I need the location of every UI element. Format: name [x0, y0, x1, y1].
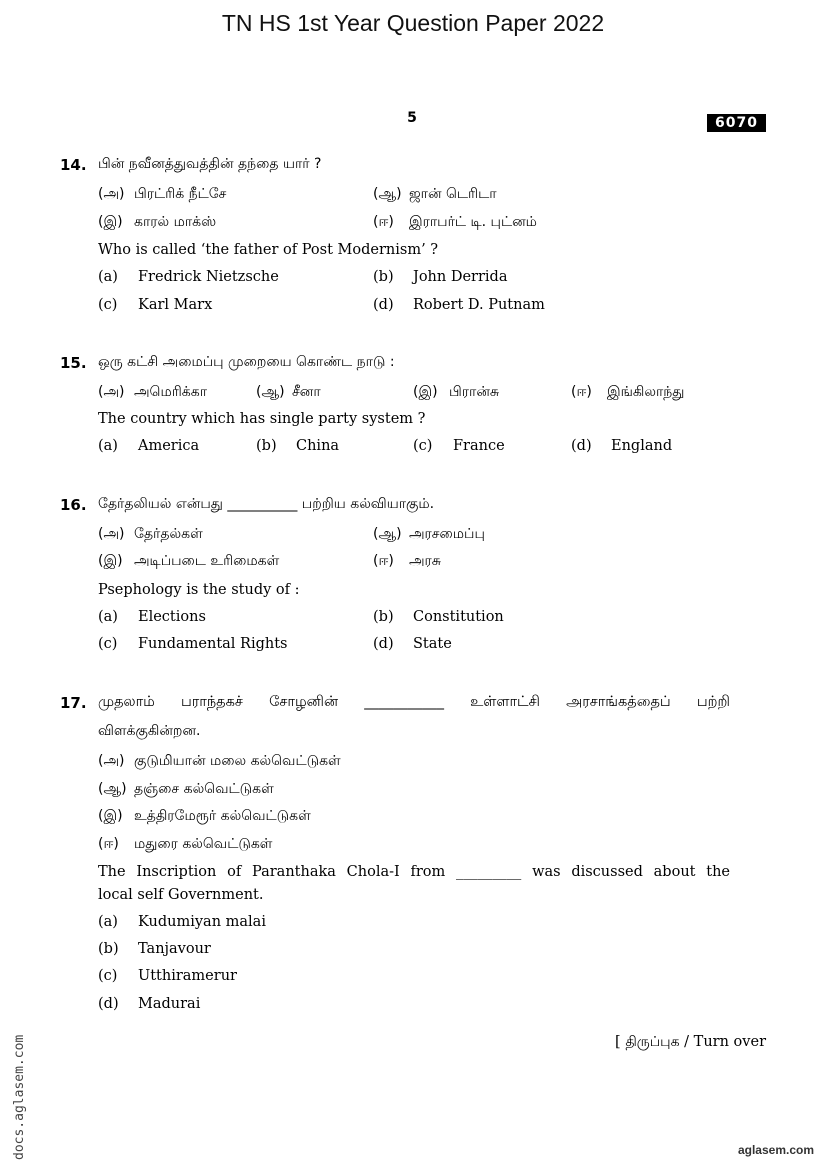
answer-option: (c) Utthiramerur [98, 968, 237, 984]
tamil-option: (ஆ) தஞ்சை கல்வெட்டுகள் [98, 781, 274, 797]
answer-option: (b) Constitution [373, 609, 504, 625]
tamil-option: (இ) அடிப்படை உரிமைகள் [98, 553, 280, 569]
question-number: 17. [60, 694, 87, 712]
answer-option: (b) China [256, 438, 340, 454]
answer-option: (d) England [571, 438, 673, 454]
answer-option: (b) John Derrida [373, 269, 508, 285]
question-english-text-cont: local self Government. [98, 887, 264, 903]
tamil-option: (அ) தேர்தல்கள் [98, 526, 203, 542]
tamil-option: (ஈ) இராபர்ட் டி. புட்னம் [373, 214, 537, 230]
tamil-option: (ஆ) அரசமைப்பு [373, 526, 485, 542]
question-number: 16. [60, 496, 87, 514]
turn-over-note: [ திருப்புக / Turn over [615, 1034, 766, 1050]
answer-option: (c) France [413, 438, 505, 454]
tamil-option: (ஈ) இங்கிலாந்து [571, 384, 685, 400]
question-tamil-text-cont: விளக்குகின்றன. [98, 723, 201, 739]
answer-option: (b) Tanjavour [98, 941, 211, 957]
question-number: 14. [60, 156, 87, 174]
tamil-option: (இ) காரல் மாக்ஸ் [98, 214, 217, 230]
tamil-option: (இ) பிரான்சு [413, 384, 500, 400]
question-english-text: Psephology is the study of : [98, 582, 300, 598]
answer-option: (c) Fundamental Rights [98, 636, 288, 652]
answer-option: (d) State [373, 636, 452, 652]
tamil-option: (ஆ) சீனா [256, 384, 321, 400]
tamil-option: (ஈ) மதுரை கல்வெட்டுகள் [98, 836, 273, 852]
question-english-text: The Inscription of Paranthaka Chola-I from _________ was discussed about the [98, 864, 730, 880]
footer-watermark: aglasem.com [737, 1143, 814, 1157]
question-tamil-text: ஒரு கட்சி அமைப்பு முறையை கொண்ட நாடு : [98, 354, 395, 370]
answer-option: (c) Karl Marx [98, 297, 213, 313]
tamil-option: (அ) பிரட்ரிக் நீட்சே [98, 186, 227, 202]
tamil-option: (ஆ) ஜான் டெரிடா [373, 186, 497, 202]
tamil-option: (அ) குடுமியான் மலை கல்வெட்டுகள் [98, 753, 341, 769]
question-tamil-text: முதலாம் பராந்தகச் சோழனின் ___________ உள்ளாட்சி அரசாங்கத்தைப் பற்றி [98, 694, 730, 710]
side-watermark: docs.aglasem.com [12, 1034, 27, 1160]
answer-option: (d) Robert D. Putnam [373, 297, 545, 313]
answer-option: (a) Elections [98, 609, 206, 625]
question-english-text: Who is called ‘the father of Post Modernism’ ? [98, 242, 439, 258]
tamil-option: (இ) உத்திரமேரூர் கல்வெட்டுகள் [98, 808, 311, 824]
tamil-option: (அ) அமெரிக்கா [98, 384, 208, 400]
tamil-option: (ஈ) அரசு [373, 553, 441, 569]
question-number: 15. [60, 354, 87, 372]
answer-option: (a) America [98, 438, 200, 454]
answer-option: (a) Fredrick Nietzsche [98, 269, 279, 285]
question-tamil-text: பின் நவீனத்துவத்தின் தந்தை யார் ? [98, 156, 322, 172]
answer-option: (d) Madurai [98, 996, 201, 1012]
answer-option: (a) Kudumiyan malai [98, 914, 266, 930]
paper-code-badge: 6070 [707, 114, 766, 132]
question-tamil-text: தேர்தலியல் என்பது __________ பற்றிய கல்வியாகும். [98, 496, 435, 512]
question-english-text: The country which has single party system ? [98, 411, 426, 427]
document-title: TN HS 1st Year Question Paper 2022 [221, 10, 605, 36]
page-number: 5 [407, 110, 417, 126]
